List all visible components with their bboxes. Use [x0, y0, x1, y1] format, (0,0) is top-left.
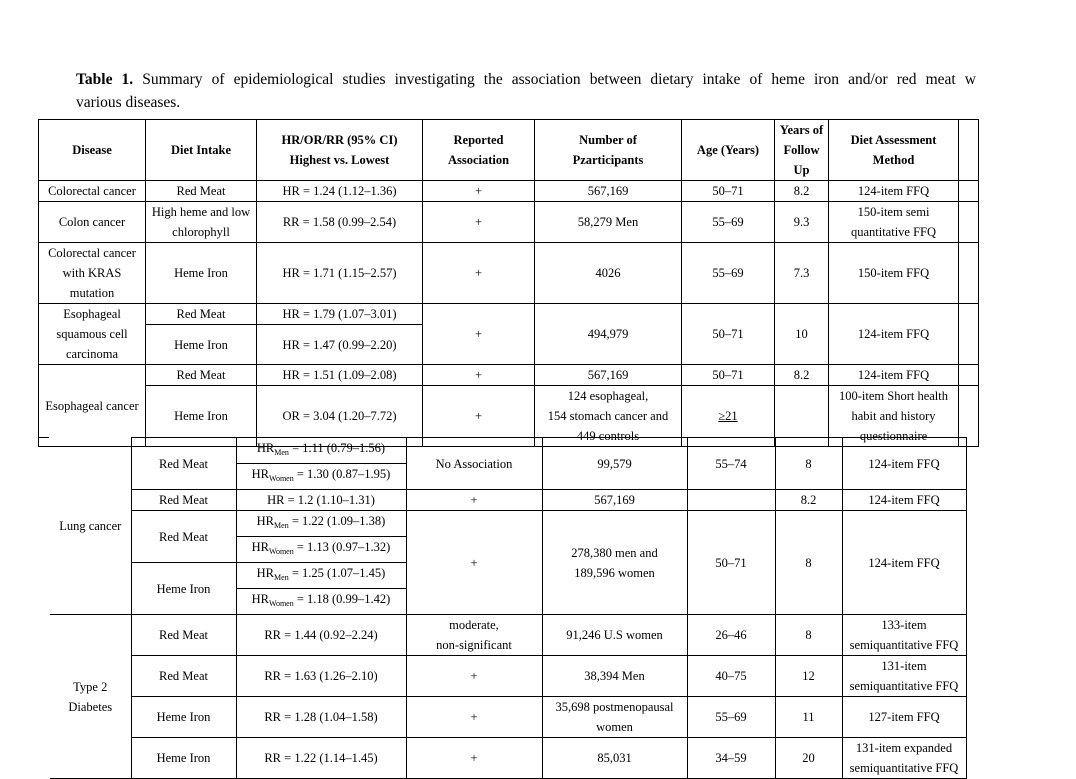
cell-age: 55–69	[682, 243, 775, 304]
header-hr: HR/OR/RR (95% CI) Highest vs. Lowest	[257, 120, 423, 181]
cell-participants: 567,169	[535, 181, 682, 202]
cell-association: +	[423, 365, 535, 386]
cell-hr: RR = 1.22 (1.14–1.45)	[236, 738, 406, 779]
cell-participants: 278,380 men and 189,596 women	[542, 511, 687, 615]
cell-diet: Red Meat	[131, 490, 236, 511]
cell-follow-up: 8.2	[775, 490, 842, 511]
table-row	[39, 304, 979, 325]
cell-hr: HR = 1.79 (1.07–3.01)	[257, 304, 423, 325]
cell-participants: 85,031	[542, 738, 687, 779]
studies-table-top	[38, 119, 979, 447]
header-association: Reported Association	[423, 120, 535, 181]
cell-disease: Lung cancer	[50, 438, 131, 615]
cell-diet: Red Meat	[146, 365, 257, 386]
cell-association: +	[406, 511, 542, 615]
cell-hr: $HR_{Women} = 1.18$ (0.99–1.42)	[236, 589, 406, 615]
cell-follow-up: 8.2	[775, 181, 829, 202]
cell-hr: RR = 1.44 (0.92–2.24)	[236, 615, 406, 656]
cell-hr: RR = 1.28 (1.04–1.58)	[236, 697, 406, 738]
cell-age: 55–74	[687, 438, 775, 490]
cell-participants: 35,698 postmenopausal women	[542, 697, 687, 738]
table-row	[50, 615, 966, 656]
cell-diet: Red Meat	[131, 656, 236, 697]
caption-text: Summary of epidemiological studies investigating the association between dietary intake of heme iron and/or red meat w	[142, 71, 976, 88]
cell-age: 50–71	[687, 511, 775, 615]
cell-method: 127-item FFQ	[842, 697, 966, 738]
cell-diet: Heme Iron	[146, 243, 257, 304]
cell-disease: Colorectal cancer	[39, 181, 146, 202]
cell-follow-up: 8	[775, 438, 842, 490]
header-diet: Diet Intake	[146, 120, 257, 181]
cell-follow-up: 8	[775, 615, 842, 656]
cell-diet: Heme Iron	[131, 738, 236, 779]
cell-association: +	[423, 386, 535, 447]
cell-disease: Colorectal cancer with KRAS mutation	[39, 243, 146, 304]
cell-follow-up: 11	[775, 697, 842, 738]
table-row	[39, 202, 979, 243]
cell-participants: 567,169	[542, 490, 687, 511]
cell-method: 150-item semi quantitative FFQ	[829, 202, 959, 243]
cell-hr: $HR_{Men} = 1.25$ (1.07–1.45)	[236, 563, 406, 589]
cell-hr: HR = 1.2 (1.10–1.31)	[236, 490, 406, 511]
cell-method: 124-item FFQ	[829, 304, 959, 365]
cell-follow-up: 9.3	[775, 202, 829, 243]
cell-association: +	[423, 202, 535, 243]
cell-disease: Colon cancer	[39, 202, 146, 243]
cell-age	[687, 490, 775, 511]
cell-age: 50–71	[682, 181, 775, 202]
header-disease: Disease	[39, 120, 146, 181]
cell-hr: HR = 1.47 (0.99–2.20)	[257, 325, 423, 365]
cell-diet: Red Meat	[131, 511, 236, 563]
table-row	[50, 656, 966, 697]
cell-extra	[959, 365, 979, 386]
cell-diet: Red Meat	[131, 615, 236, 656]
cell-hr: $HR_{Men} = 1.22$ (1.09–1.38)	[236, 511, 406, 537]
cell-association: +	[406, 697, 542, 738]
cell-disease: Esophageal cancer	[39, 365, 146, 447]
cell-hr: $HR_{Women} = 1.30$ (0.87–1.95)	[236, 464, 406, 490]
cell-association: No Association	[406, 438, 542, 490]
cell-participants: 58,279 Men	[535, 202, 682, 243]
cell-hr: OR = 3.04 (1.20–7.72)	[257, 386, 423, 447]
cell-hr: HR = 1.51 (1.09–2.08)	[257, 365, 423, 386]
cell-age: 50–71	[682, 365, 775, 386]
cell-participants: 124 esophageal, 154 stomach cancer and 449 controls	[535, 386, 682, 447]
cell-age: 26–46	[687, 615, 775, 656]
cell-method: 124-item FFQ	[842, 438, 966, 490]
cell-participants: 91,246 U.S women	[542, 615, 687, 656]
header-age: Age (Years)	[682, 120, 775, 181]
cell-participants: 38,394 Men	[542, 656, 687, 697]
header-extra	[959, 120, 979, 181]
cell-extra	[959, 181, 979, 202]
cell-association: +	[406, 738, 542, 779]
cell-follow-up: 12	[775, 656, 842, 697]
cell-method: 124-item FFQ	[829, 365, 959, 386]
cell-association: +	[423, 181, 535, 202]
cell-diet: Heme Iron	[146, 386, 257, 447]
cell-association: +	[423, 243, 535, 304]
caption-label: Table 1.	[76, 71, 134, 88]
cell-follow-up: 8	[775, 511, 842, 615]
cell-association: +	[423, 304, 535, 365]
cell-method: 133-item semiquantitative FFQ	[842, 615, 966, 656]
header-participants: Number of Pzarticipants	[535, 120, 682, 181]
cell-follow-up: 10	[775, 304, 829, 365]
table-row	[39, 365, 979, 386]
cell-method: 124-item FFQ	[829, 181, 959, 202]
table-row	[50, 738, 966, 779]
cell-age: ≥21	[682, 386, 775, 447]
cell-hr: RR = 1.58 (0.99–2.54)	[257, 202, 423, 243]
header-method: Diet Assessment Method	[829, 120, 959, 181]
cell-diet: Heme Iron	[131, 563, 236, 615]
table-caption	[76, 68, 1076, 114]
cell-method: 150-item FFQ	[829, 243, 959, 304]
cell-diet: Red Meat	[131, 438, 236, 490]
cell-disease: Type 2 Diabetes	[50, 615, 131, 779]
cell-diet: Heme Iron	[146, 325, 257, 365]
cell-method: 100-item Short health habit and history questionnaire	[829, 386, 959, 447]
caption-text-line2: various diseases.	[76, 94, 181, 111]
table-row	[50, 438, 966, 464]
cell-method: 124-item FFQ	[842, 511, 966, 615]
cell-diet: Heme Iron	[131, 697, 236, 738]
cell-hr: HR = 1.71 (1.15–2.57)	[257, 243, 423, 304]
cell-diet: Red Meat	[146, 181, 257, 202]
cell-age: 40–75	[687, 656, 775, 697]
cell-follow-up: 8.2	[775, 365, 829, 386]
cell-hr: $HR_{Women} = 1.13$ (0.97–1.32)	[236, 537, 406, 563]
cell-age: 50–71	[682, 304, 775, 365]
table-row	[50, 511, 966, 537]
table-part-1	[38, 119, 960, 443]
cell-extra	[959, 202, 979, 243]
cell-follow-up: 7.3	[775, 243, 829, 304]
cell-hr: RR = 1.63 (1.26–2.10)	[236, 656, 406, 697]
table-part-2	[50, 437, 960, 775]
cell-hr: $HR_{Men} = 1.11$ (0.79–1.56)	[236, 438, 406, 464]
cell-association: +	[406, 656, 542, 697]
divider-mark	[38, 437, 49, 438]
cell-disease: Esophageal squamous cell carcinoma	[39, 304, 146, 365]
cell-extra	[959, 304, 979, 365]
cell-age: 55–69	[687, 697, 775, 738]
cell-participants: 99,579	[542, 438, 687, 490]
cell-method: 131-item semiquantitative FFQ	[842, 656, 966, 697]
cell-extra	[959, 243, 979, 304]
cell-diet: High heme and low chlorophyll	[146, 202, 257, 243]
table-row	[39, 243, 979, 304]
cell-association: moderate, non-significant	[406, 615, 542, 656]
table-row	[50, 697, 966, 738]
cell-participants: 4026	[535, 243, 682, 304]
header-row	[39, 120, 979, 181]
cell-hr: HR = 1.24 (1.12–1.36)	[257, 181, 423, 202]
table-row	[39, 181, 979, 202]
cell-method: 124-item FFQ	[842, 490, 966, 511]
cell-participants: 567,169	[535, 365, 682, 386]
cell-method: 131-item expanded semiquantitative FFQ	[842, 738, 966, 779]
table-row	[50, 490, 966, 511]
cell-age: 34–59	[687, 738, 775, 779]
cell-diet: Red Meat	[146, 304, 257, 325]
header-follow-up: Years of Follow Up	[775, 120, 829, 181]
cell-age: 55–69	[682, 202, 775, 243]
cell-follow-up: 20	[775, 738, 842, 779]
cell-association: +	[406, 490, 542, 511]
cell-participants: 494,979	[535, 304, 682, 365]
studies-table-bottom	[50, 437, 967, 779]
